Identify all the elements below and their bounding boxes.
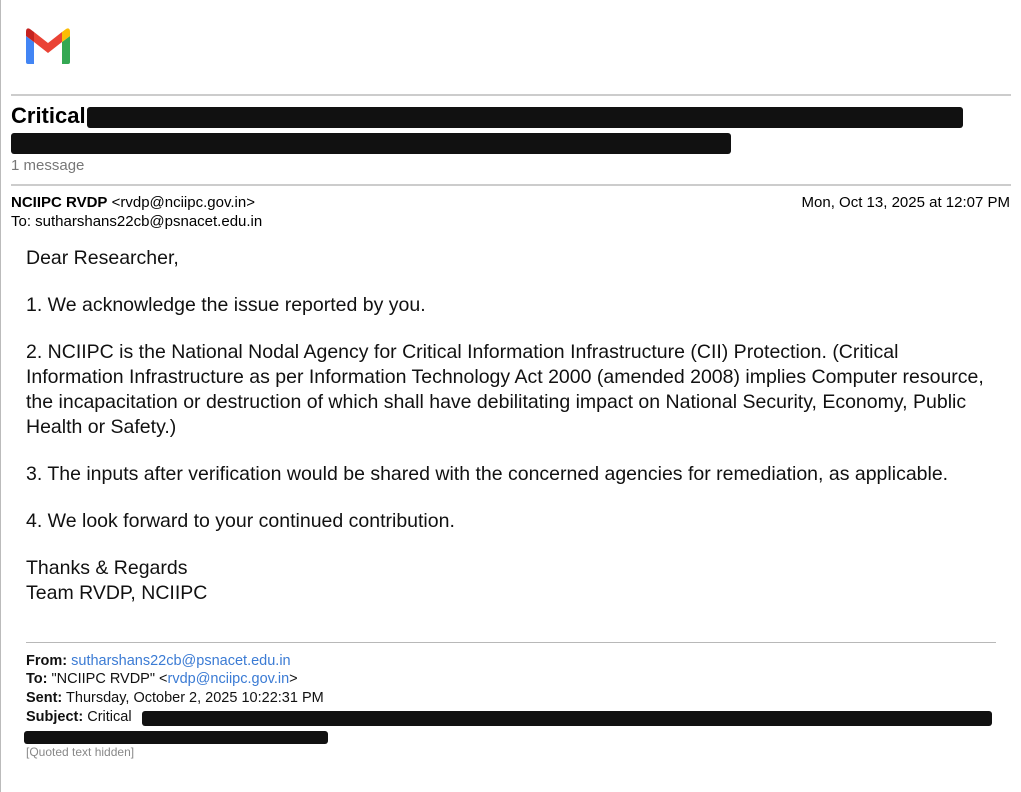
body-paragraph-1: 1. We acknowledge the issue reported by you. [26,294,426,316]
quoted-subject-label: Subject: [26,709,84,725]
message-body [26,246,1001,606]
quoted-to-label: To: [26,671,48,687]
body-paragraph-3: 3. The inputs after verification would be shared with the concerned agencies for remediation, as applicable. [26,463,949,485]
quoted-sent-label: Sent: [26,690,63,706]
redaction-bar [11,133,731,154]
message-divider [11,184,1011,186]
recipient-line: To: sutharshans22cb@psnacet.edu.in [11,213,263,230]
header-divider [11,94,1011,96]
gmail-logo-icon [22,26,74,64]
signature-line-1: Thanks & Regards [26,557,188,579]
quoted-from [26,653,291,669]
signature-line-2: Team RVDP, NCIIPC [26,582,208,604]
redaction-bar [142,711,992,726]
body-paragraph-2: 2. NCIIPC is the National Nodal Agency for Critical Information Infrastructure (CII) Protection. (Critical Information Infrastructure as per Information Technology Act 2000 (amended 2008) implies Computer resource, the incapacitation or destruction of which shall have debilitating impact on National Security, Economy, Public Health or Safety.) [26,341,984,438]
quoted-to-name: "NCIIPC RVDP" < [51,671,168,687]
sender-name[interactable]: NCIIPC RVDP [11,194,108,211]
redaction-bar [87,107,963,128]
quoted-subject-value: Critical [87,709,132,725]
quoted-to [26,671,298,687]
sender-email[interactable]: <rvdp@nciipc.gov.in> [111,194,255,211]
quoted-sent [26,690,324,706]
message-date: Mon, Oct 13, 2025 at 12:07 PM [801,194,1010,211]
quoted-sent-value: Thursday, October 2, 2025 10:22:31 PM [66,690,324,706]
quoted-to-close: > [289,671,298,687]
quoted-divider [26,642,996,643]
quoted-to-email[interactable]: rvdp@nciipc.gov.in [167,671,290,687]
quoted-from-label: From: [26,653,68,669]
redaction-bar [24,731,328,744]
message-count: 1 message [11,157,85,174]
quoted-subject [26,709,132,725]
sender-line [11,194,255,211]
body-paragraph-4: 4. We look forward to your continued contribution. [26,510,455,532]
thread-subject: Critical [11,103,86,128]
quoted-from-email[interactable]: sutharshans22cb@psnacet.edu.in [71,653,291,669]
window-left-border [0,0,1,792]
greeting: Dear Researcher, [26,247,179,269]
quoted-text-hidden-toggle[interactable]: [Quoted text hidden] [26,745,135,759]
